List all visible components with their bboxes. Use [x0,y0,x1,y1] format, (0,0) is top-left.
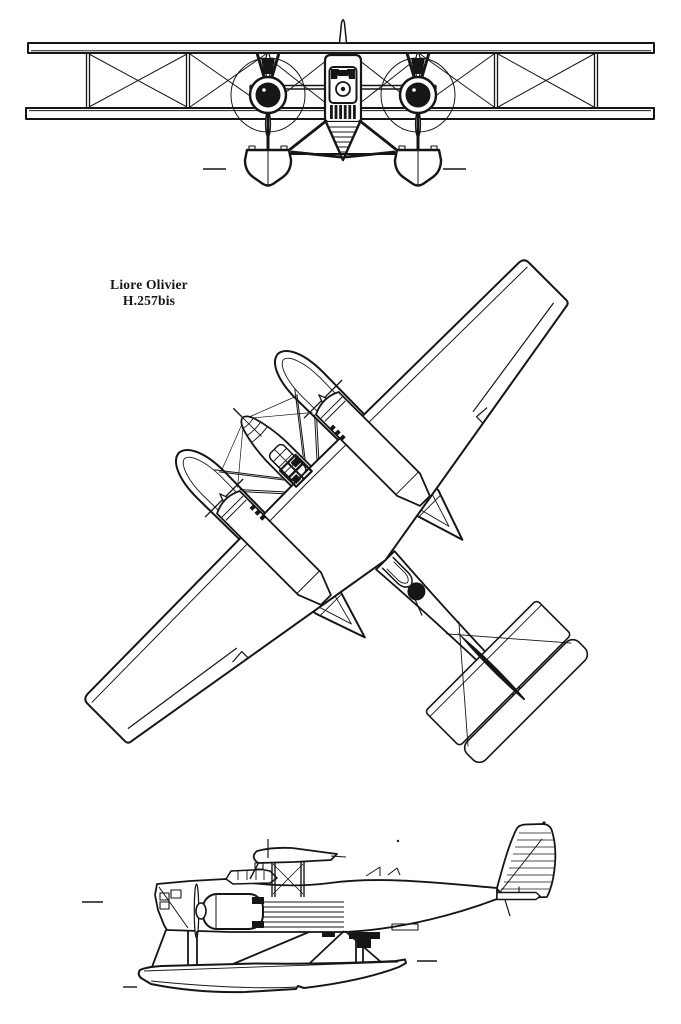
side-view [82,821,555,992]
spinner [256,83,281,108]
tail-fin-front [340,20,347,43]
tailplane-strut [505,900,510,916]
right-float-front [395,146,441,186]
panel-detail-center [338,70,348,76]
nose-gun-hub [341,87,345,91]
float-struts-side [152,930,381,967]
aircraft-variant: H.257bis [122,292,176,308]
fuselage-front [325,20,361,160]
upper-wing [28,43,654,53]
wing-airfoil [254,848,337,863]
aerial-dot [397,840,399,842]
spinner-highlight [412,88,416,92]
nav-light [542,821,545,824]
spinner-side [196,903,206,919]
spinner [406,83,431,108]
spinner-highlight [262,88,266,92]
tailplane-side [497,893,540,900]
exhaust-top [252,897,264,904]
rear-windscreens [366,867,400,876]
ventral-step [322,932,335,937]
exhaust-bottom [252,921,264,928]
tail-side [497,821,555,916]
forward-fuselage-plan [223,398,314,489]
float-side [139,960,406,993]
top-view [8,183,681,931]
nose-gun [233,408,241,416]
aircraft-name: Liore Olivier [110,277,188,292]
ventral-gondola [349,932,380,948]
float-outline [139,960,406,993]
front-view [26,20,654,186]
left-float-front [245,146,291,186]
